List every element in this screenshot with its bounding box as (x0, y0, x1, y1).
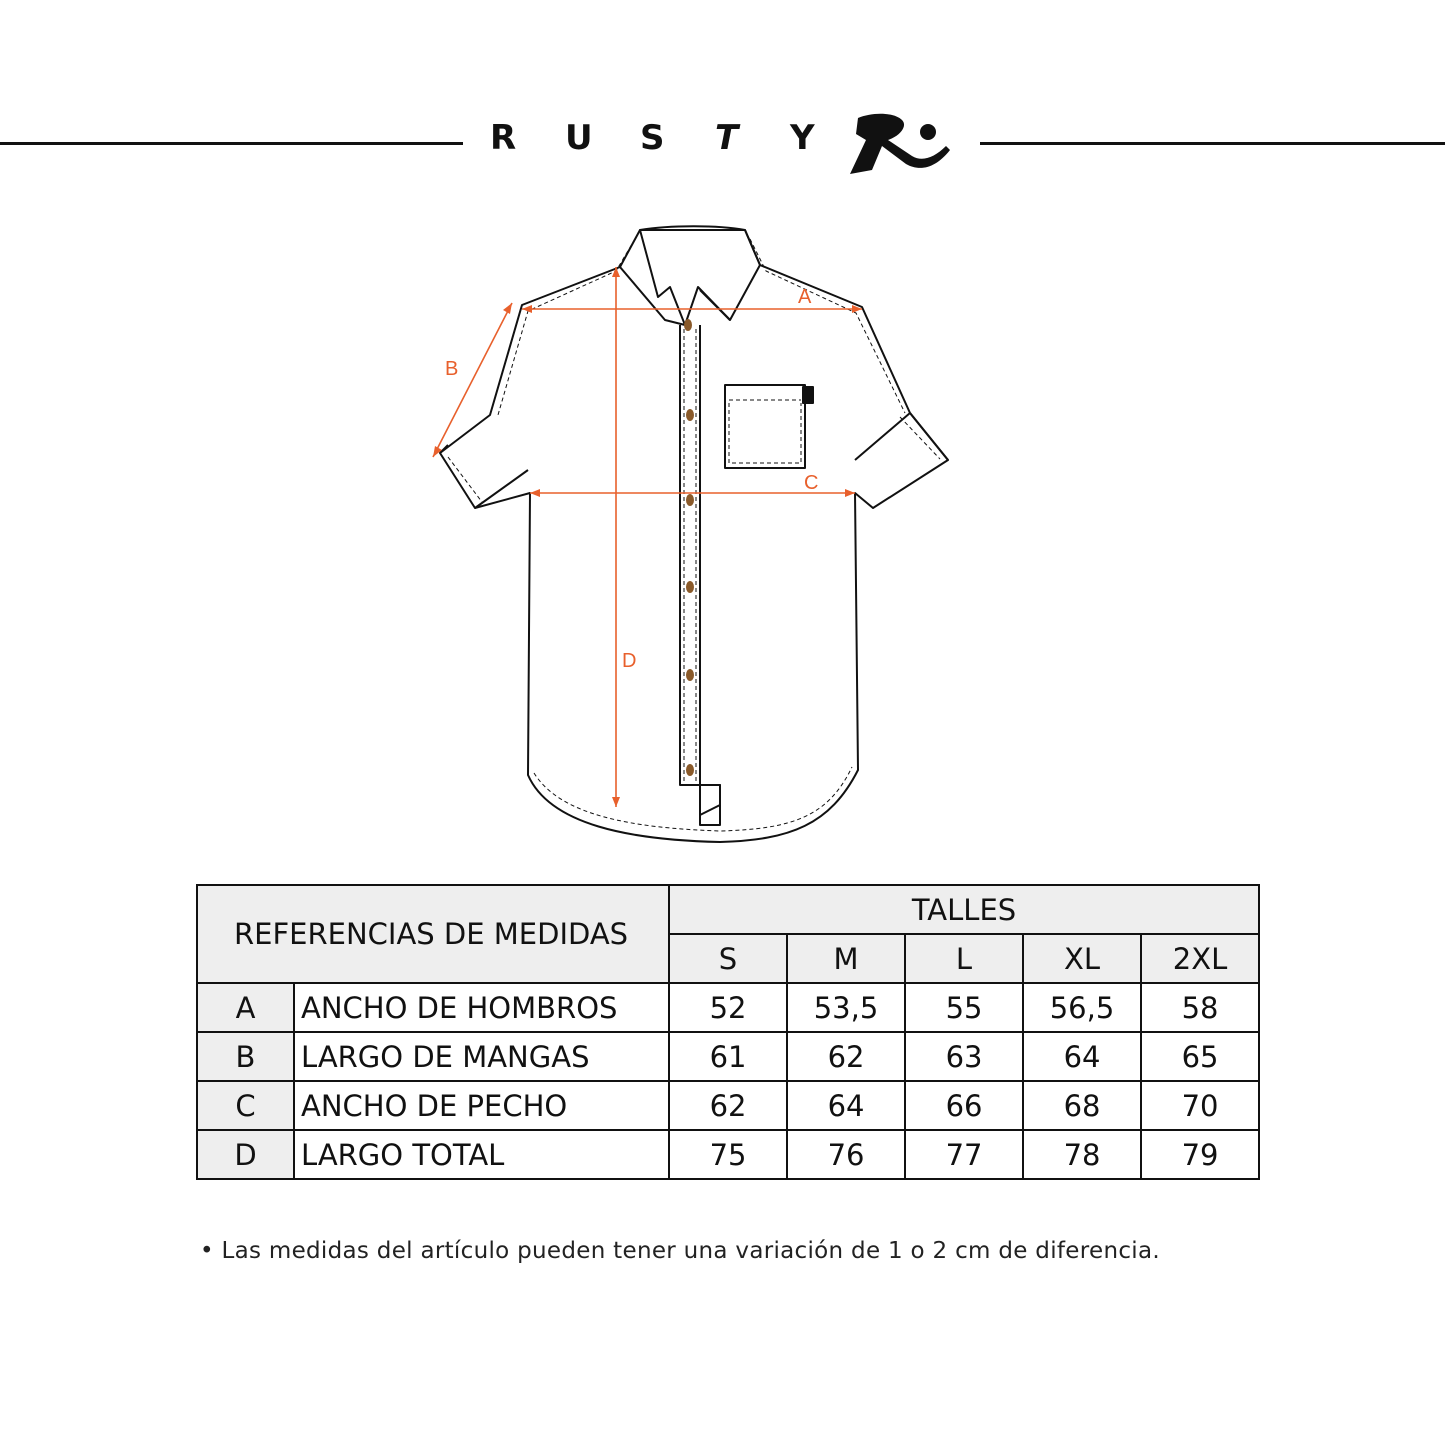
row-value: 75 (669, 1130, 787, 1179)
row-value: 64 (787, 1081, 905, 1130)
row-value: 55 (905, 983, 1023, 1032)
row-value: 70 (1141, 1081, 1259, 1130)
size-header: S (669, 934, 787, 983)
label-a: A (798, 286, 812, 308)
shirt-button (684, 319, 692, 331)
row-value: 58 (1141, 983, 1259, 1032)
row-value: 65 (1141, 1032, 1259, 1081)
shirt-diagram (400, 225, 980, 855)
shirt-button (686, 494, 694, 506)
row-code: D (197, 1130, 294, 1179)
brand-letter: T (715, 118, 739, 158)
row-value: 78 (1023, 1130, 1141, 1179)
row-label: ANCHO DE PECHO (294, 1081, 669, 1130)
row-value: 66 (905, 1081, 1023, 1130)
rusty-r-logo-icon (842, 110, 952, 178)
row-value: 64 (1023, 1032, 1141, 1081)
brand-letter: U (565, 118, 593, 158)
label-d: D (622, 650, 637, 672)
row-value: 68 (1023, 1081, 1141, 1130)
header-rule-right (980, 142, 1445, 145)
row-value: 53,5 (787, 983, 905, 1032)
row-label: LARGO DE MANGAS (294, 1032, 669, 1081)
sizes-header: TALLES (669, 885, 1259, 934)
row-value: 61 (669, 1032, 787, 1081)
label-c: C (804, 472, 819, 494)
brand-letter: Y (790, 118, 815, 158)
header-rule-left (0, 142, 463, 145)
table-row (197, 983, 1259, 1032)
table-row (197, 1130, 1259, 1179)
row-value: 79 (1141, 1130, 1259, 1179)
shirt-button (686, 409, 694, 421)
shirt-button (686, 581, 694, 593)
size-header: 2XL (1141, 934, 1259, 983)
reference-header: REFERENCIAS DE MEDIDAS (197, 885, 669, 983)
row-code: B (197, 1032, 294, 1081)
row-label: ANCHO DE HOMBROS (294, 983, 669, 1032)
size-header: M (787, 934, 905, 983)
row-value: 52 (669, 983, 787, 1032)
row-value: 56,5 (1023, 983, 1141, 1032)
row-label: LARGO TOTAL (294, 1130, 669, 1179)
shirt-button (686, 669, 694, 681)
row-value: 62 (669, 1081, 787, 1130)
brand-letter: R (490, 118, 517, 158)
table-row (197, 1081, 1259, 1130)
footnote: • Las medidas del artículo pueden tener una variación de 1 o 2 cm de diferencia. (200, 1238, 1160, 1264)
size-header: XL (1023, 934, 1141, 983)
row-value: 63 (905, 1032, 1023, 1081)
brand-wordmark (490, 118, 865, 158)
row-value: 62 (787, 1032, 905, 1081)
placket (680, 325, 720, 825)
shirt-button (686, 764, 694, 776)
row-code: A (197, 983, 294, 1032)
pocket (725, 385, 805, 468)
row-value: 77 (905, 1130, 1023, 1179)
row-code: C (197, 1081, 294, 1130)
shirt-outline (440, 230, 948, 842)
brand-letter: S (640, 118, 665, 158)
row-value: 76 (787, 1130, 905, 1179)
size-table (196, 884, 1260, 1180)
label-b: B (445, 358, 459, 380)
size-header: L (905, 934, 1023, 983)
collar (640, 226, 760, 325)
table-row (197, 1032, 1259, 1081)
